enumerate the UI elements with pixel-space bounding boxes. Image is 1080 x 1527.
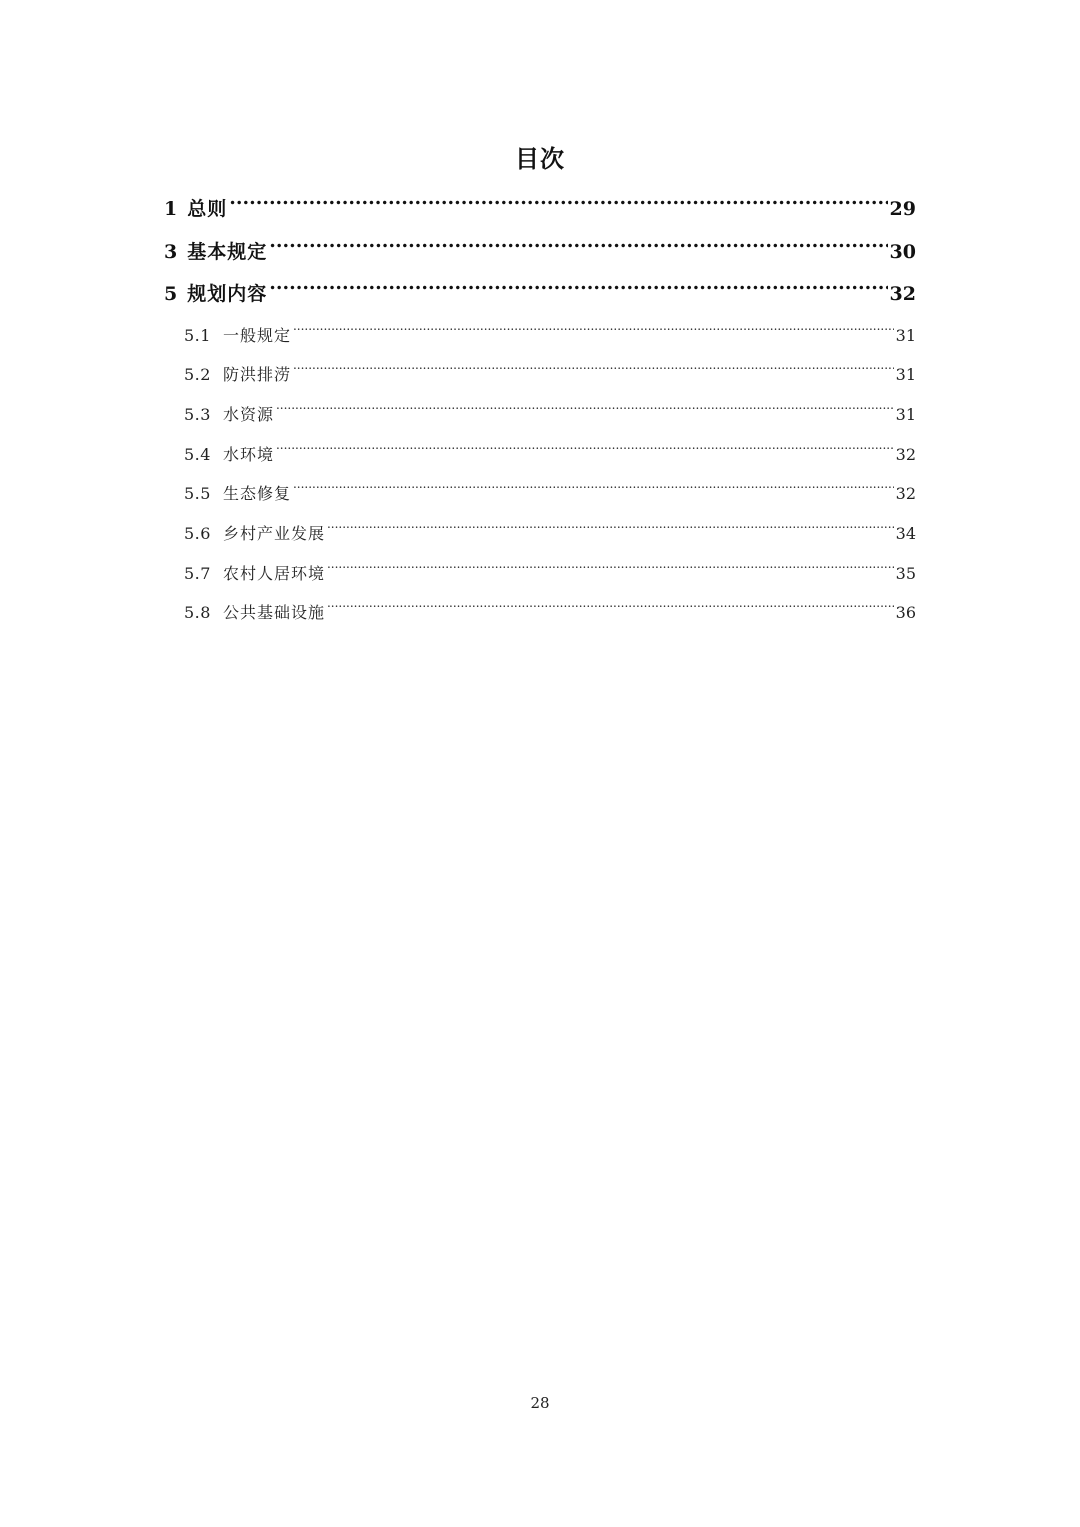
toc-entry-page: 31 xyxy=(895,325,916,345)
toc-entry-1[interactable] xyxy=(164,192,916,235)
toc-entry-number: 5.8 xyxy=(184,603,211,623)
toc-entry-label: 农村人居环境 xyxy=(222,563,325,583)
toc-entry-label: 总则 xyxy=(187,198,228,220)
toc-entry-page: 32 xyxy=(895,484,916,504)
dot-leader xyxy=(276,444,894,460)
toc-entry-5-4[interactable] xyxy=(164,439,916,479)
toc-entry-page: 32 xyxy=(895,444,916,464)
toc-entry-number: 5.5 xyxy=(184,484,211,504)
toc-entry-label: 基本规定 xyxy=(187,240,268,263)
table-of-contents xyxy=(164,192,916,637)
dot-leader xyxy=(327,602,894,618)
toc-entry-5-7[interactable] xyxy=(164,558,916,598)
dot-leader xyxy=(327,523,894,539)
dot-leader xyxy=(276,404,894,420)
dot-leader xyxy=(293,483,894,499)
toc-entry-label: 生态修复 xyxy=(222,484,291,504)
toc-entry-3[interactable] xyxy=(164,235,916,278)
toc-entry-label: 防洪排涝 xyxy=(222,365,291,385)
toc-entry-number: 5.4 xyxy=(184,444,211,464)
toc-entry-page: 34 xyxy=(895,523,916,543)
toc-entry-page: 30 xyxy=(889,240,916,263)
toc-entry-number: 5.2 xyxy=(184,365,211,385)
toc-entry-page: 31 xyxy=(895,365,916,385)
toc-entry-page: 29 xyxy=(889,198,916,220)
toc-entry-label: 水资源 xyxy=(222,404,274,424)
toc-entry-5-2[interactable] xyxy=(164,359,916,399)
toc-entry-5[interactable] xyxy=(164,277,916,320)
toc-entry-5-6[interactable] xyxy=(164,518,916,558)
toc-entry-5-8[interactable] xyxy=(164,597,916,637)
toc-entry-label: 水环境 xyxy=(222,444,274,464)
dot-leader xyxy=(293,325,894,341)
dot-leader xyxy=(269,239,887,258)
toc-entry-5-3[interactable] xyxy=(164,399,916,439)
toc-entry-label: 乡村产业发展 xyxy=(222,523,325,543)
toc-entry-number: 5.7 xyxy=(184,563,211,583)
toc-entry-5-5[interactable] xyxy=(164,478,916,518)
toc-entry-number: 5.6 xyxy=(184,523,211,543)
toc-entry-number: 5.3 xyxy=(184,404,211,424)
toc-entry-label: 一般规定 xyxy=(222,325,291,345)
page-number: 28 xyxy=(530,1394,550,1412)
toc-entry-label: 公共基础设施 xyxy=(222,603,325,623)
dot-leader xyxy=(293,364,894,380)
toc-entry-label: 规划内容 xyxy=(187,283,268,305)
dot-leader xyxy=(327,563,894,579)
dot-leader xyxy=(269,281,887,300)
toc-entry-5-1[interactable] xyxy=(164,320,916,360)
toc-entry-number: 5.1 xyxy=(184,325,211,345)
toc-entry-page: 31 xyxy=(895,404,916,424)
toc-entry-number: 1 xyxy=(164,198,178,220)
dot-leader xyxy=(229,196,887,215)
toc-entry-number: 3 xyxy=(164,240,178,263)
toc-entry-page: 32 xyxy=(889,283,916,305)
toc-entry-page: 35 xyxy=(895,563,916,583)
toc-entry-number: 5 xyxy=(164,283,178,305)
toc-entry-page: 36 xyxy=(895,603,916,623)
toc-title: 目次 xyxy=(515,144,565,173)
